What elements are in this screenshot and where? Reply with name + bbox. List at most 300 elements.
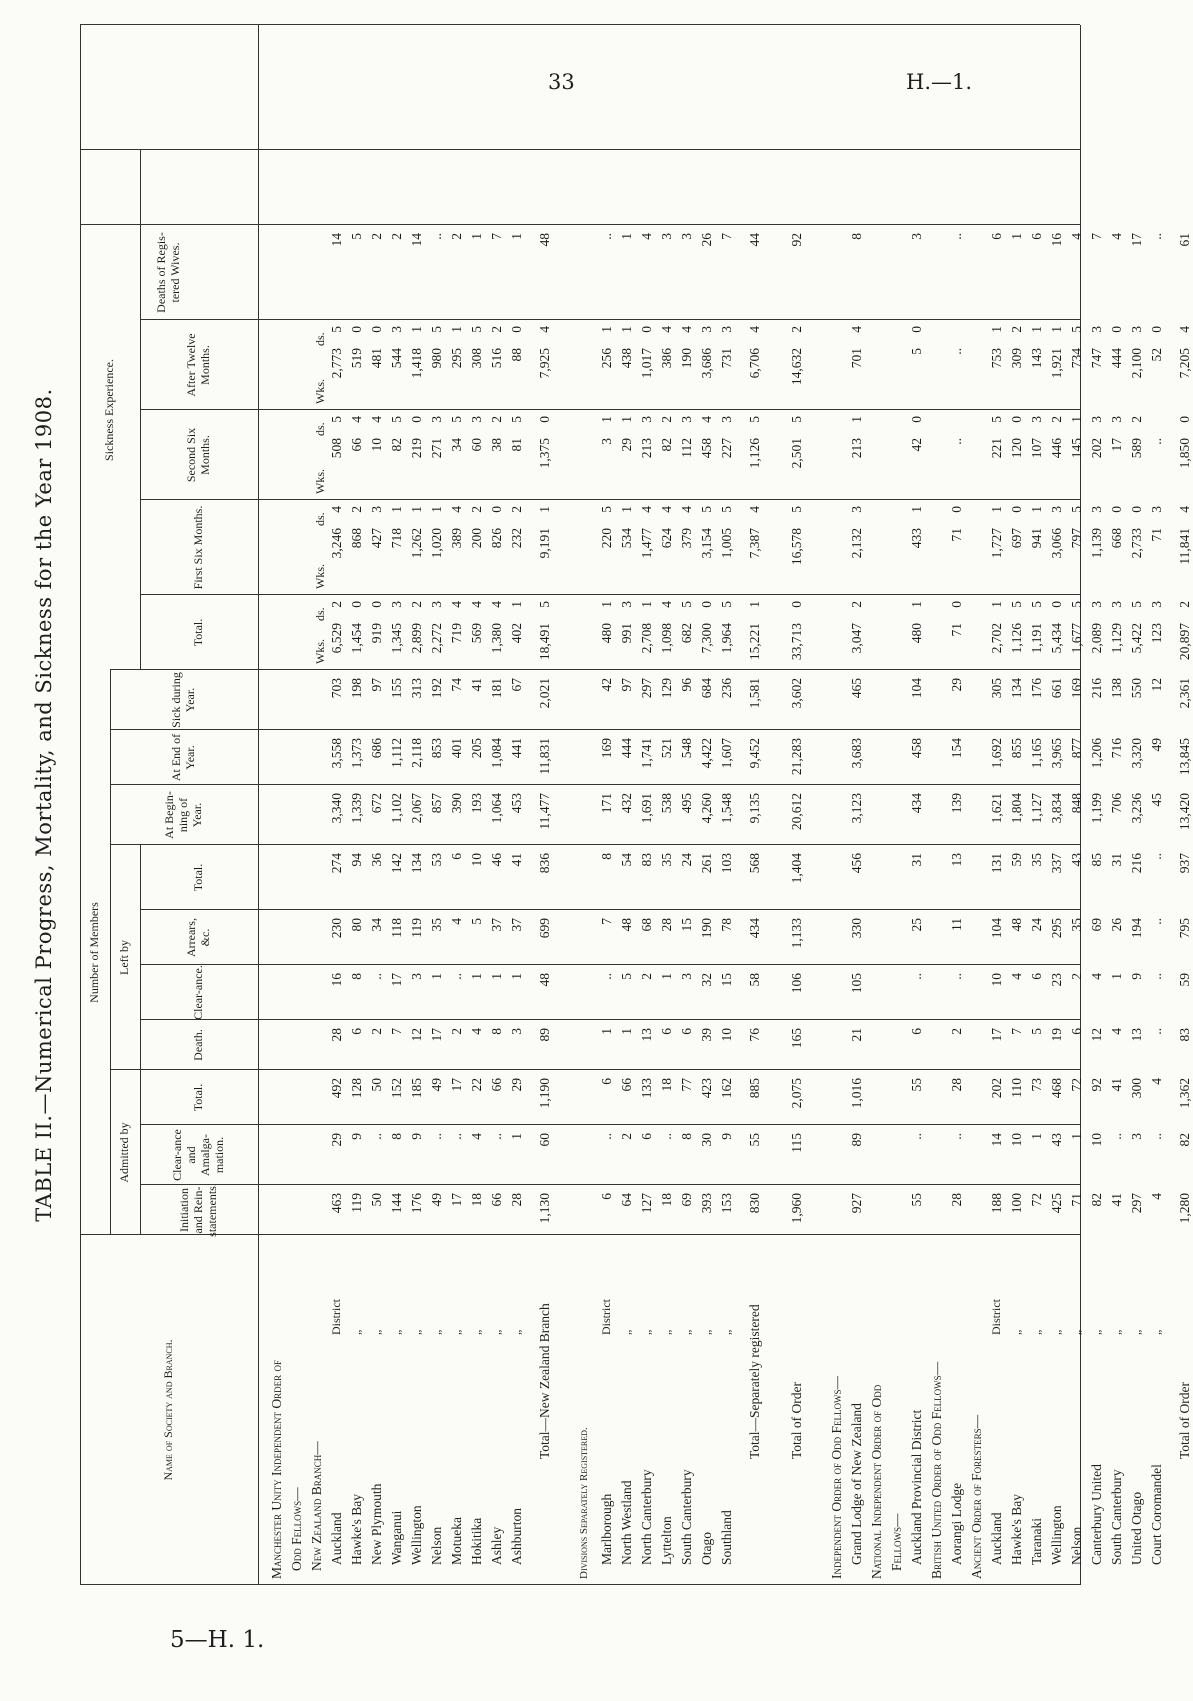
- table-cell: 4: [469, 1133, 484, 1140]
- table-cell: 17: [989, 1028, 1004, 1042]
- table-cell: 1: [469, 973, 484, 980]
- row-label: New Plymouth: [369, 1483, 384, 1565]
- unit-days-label: ds.: [313, 332, 327, 346]
- table-cell: 104: [909, 678, 924, 699]
- table-cell: 7: [1089, 233, 1104, 240]
- table-cell: 0: [369, 326, 384, 333]
- row-district-label: „: [389, 1329, 403, 1335]
- table-cell: 0: [369, 601, 384, 608]
- table-cell: 568: [747, 853, 762, 874]
- table-cell: 213: [639, 438, 654, 459]
- table-cell: ..: [1149, 1133, 1164, 1140]
- table-cell: 48: [1009, 918, 1024, 932]
- table-cell: 0: [489, 506, 504, 513]
- table-cell: 7: [389, 1028, 404, 1035]
- table-cell: 703: [329, 678, 344, 699]
- table-cell: 61: [1177, 233, 1192, 247]
- table-cell: 4: [469, 601, 484, 608]
- table-cell: 1,112: [389, 738, 404, 768]
- table-cell: 919: [369, 623, 384, 644]
- table-cell: 35: [1029, 853, 1044, 867]
- table-cell: 1: [1029, 326, 1044, 333]
- table-cell: 1,127: [1029, 793, 1044, 824]
- table-cell: 202: [1089, 438, 1104, 459]
- rule-horizontal: [140, 845, 141, 1235]
- table-cell: 118: [389, 918, 404, 938]
- table-cell: 3,683: [849, 738, 864, 769]
- table-cell: 7,205: [1177, 348, 1192, 379]
- table-cell: 9: [1129, 973, 1144, 980]
- table-cell: 28: [949, 1078, 964, 1092]
- table-cell: 379: [679, 528, 694, 549]
- table-cell: 389: [449, 528, 464, 549]
- table-cell: 11,841: [1177, 528, 1192, 565]
- table-cell: 13: [1129, 1028, 1144, 1042]
- row-district-label: „: [1029, 1329, 1043, 1335]
- table-cell: 4: [349, 416, 364, 423]
- table-cell: 31: [1109, 853, 1124, 867]
- table-cell: 35: [659, 853, 674, 867]
- table-cell: 980: [429, 348, 444, 369]
- table-cell: 45: [1149, 793, 1164, 807]
- row-district-label: „: [369, 1329, 383, 1335]
- table-cell: 1: [619, 416, 634, 423]
- column-header-0: Initiation and Rein-statements.: [177, 1183, 219, 1237]
- table-cell: 1: [429, 506, 444, 513]
- table-cell: 446: [1049, 438, 1064, 459]
- table-cell: 3: [1049, 506, 1064, 513]
- table-cell: 1: [509, 1133, 524, 1140]
- table-cell: 538: [659, 793, 674, 814]
- table-cell: 0: [1049, 601, 1064, 608]
- row-label: Otago: [699, 1532, 714, 1565]
- table-cell: 256: [599, 348, 614, 369]
- table-cell: 1,741: [639, 738, 654, 769]
- table-cell: 458: [909, 738, 924, 759]
- unit-weeks-label: Wks.: [313, 379, 327, 404]
- table-cell: 29: [329, 1133, 344, 1147]
- column-header-12: Second Six Months.: [184, 427, 212, 483]
- table-cell: 3,154: [699, 528, 714, 559]
- table-cell: 313: [409, 678, 424, 699]
- rule-vertical: [80, 24, 1080, 25]
- table-cell: 10: [719, 1028, 734, 1042]
- table-cell: 144: [389, 1193, 404, 1214]
- row-label: National Independent Order of Odd: [869, 1384, 884, 1579]
- table-cell: 14: [329, 233, 344, 247]
- table-cell: 0: [699, 601, 714, 608]
- table-cell: 4: [1177, 326, 1192, 333]
- table-cell: 69: [1089, 918, 1104, 932]
- table-cell: 295: [449, 348, 464, 369]
- table-cell: 3: [1149, 506, 1164, 513]
- table-cell: 3: [599, 438, 614, 445]
- table-cell: 1,375: [537, 438, 552, 469]
- table-cell: 2: [489, 326, 504, 333]
- table-cell: 3,834: [1049, 793, 1064, 824]
- table-cell: 18: [659, 1193, 674, 1207]
- table-cell: 49: [1149, 738, 1164, 752]
- table-cell: 5: [389, 416, 404, 423]
- table-cell: ..: [449, 1133, 464, 1140]
- table-cell: 11,477: [537, 793, 552, 830]
- table-cell: 5: [747, 416, 762, 423]
- table-cell: ..: [659, 1133, 674, 1140]
- table-cell: 3,236: [1129, 793, 1144, 824]
- table-cell: 1: [747, 601, 762, 608]
- table-cell: 5: [469, 918, 484, 925]
- table-cell: 7: [1009, 1028, 1024, 1035]
- row-label: North Westland: [619, 1480, 634, 1565]
- table-cell: 2: [619, 1133, 634, 1140]
- table-cell: 719: [449, 623, 464, 644]
- table-cell: 176: [409, 1193, 424, 1214]
- table-cell: 219: [409, 438, 424, 459]
- table-cell: 10: [1009, 1133, 1024, 1147]
- table-cell: 877: [1069, 738, 1084, 759]
- table-cell: 20,897: [1177, 623, 1192, 661]
- table-cell: 1: [909, 601, 924, 608]
- table-cell: 185: [409, 1078, 424, 1099]
- table-cell: 0: [1009, 416, 1024, 423]
- table-cell: 96: [679, 678, 694, 692]
- table-cell: 3: [369, 506, 384, 513]
- table-cell: 1,418: [409, 348, 424, 379]
- table-cell: 26: [699, 233, 714, 247]
- table-cell: 8: [679, 1133, 694, 1140]
- unit-days-label: ds.: [313, 512, 327, 526]
- row-district-label: „: [429, 1329, 443, 1335]
- column-header-9: Sick during Year.: [169, 672, 197, 728]
- rule-horizontal: [80, 25, 81, 1585]
- table-cell: 119: [409, 918, 424, 938]
- table-cell: 2: [1177, 601, 1192, 608]
- table-cell: 3,340: [329, 793, 344, 824]
- table-cell: 8: [599, 853, 614, 860]
- table-cell: 5: [909, 348, 924, 355]
- table-cell: 1: [599, 601, 614, 608]
- table-cell: 66: [619, 1078, 634, 1092]
- column-header-8: At End of Year.: [169, 733, 197, 782]
- table-cell: 6,706: [747, 348, 762, 379]
- table-cell: 105: [849, 973, 864, 994]
- header-admitted-by: Admitted by: [117, 1122, 132, 1183]
- table-cell: 198: [349, 678, 364, 699]
- table-cell: 16,578: [789, 528, 804, 566]
- table-cell: 4: [1009, 973, 1024, 980]
- table-cell: 731: [719, 348, 734, 369]
- table-cell: 8: [349, 973, 364, 980]
- table-cell: 5,422: [1129, 623, 1144, 654]
- table-cell: 190: [679, 348, 694, 369]
- table-cell: 668: [1109, 528, 1124, 549]
- row-district-label: „: [659, 1329, 673, 1335]
- row-label: Canterbury United: [1089, 1464, 1104, 1565]
- table-cell: 3,558: [329, 738, 344, 769]
- table-cell: 216: [1129, 853, 1144, 874]
- table-cell: 46: [489, 853, 504, 867]
- column-header-1: Clear-ance and Amalga-mation.: [170, 1129, 226, 1181]
- table-cell: 3,123: [849, 793, 864, 824]
- table-cell: 5: [449, 416, 464, 423]
- table-cell: 20,612: [789, 793, 804, 831]
- table-cell: 1,850: [1177, 438, 1192, 469]
- table-cell: 706: [1109, 793, 1124, 814]
- table-cell: 142: [389, 853, 404, 874]
- table-cell: 13,420: [1177, 793, 1192, 831]
- row-label: South Canterbury: [1109, 1469, 1124, 1565]
- row-district-label: „: [1109, 1329, 1123, 1335]
- table-cell: 4: [489, 601, 504, 608]
- table-cell: 18,491: [537, 623, 552, 661]
- table-cell: 0: [1129, 506, 1144, 513]
- table-cell: 1,921: [1049, 348, 1064, 379]
- table-cell: 92: [1089, 1078, 1104, 1092]
- unit-weeks-label: Wks.: [313, 564, 327, 589]
- table-cell: 453: [509, 793, 524, 814]
- table-cell: 444: [1109, 348, 1124, 369]
- table-cell: 1: [599, 326, 614, 333]
- row-label: Independent Order of Odd Fellows—: [829, 1376, 844, 1579]
- table-cell: 7: [489, 233, 504, 240]
- table-cell: 227: [719, 438, 734, 459]
- table-cell: 2,361: [1177, 678, 1192, 709]
- row-label: Wellington: [409, 1505, 424, 1565]
- row-label: Hawke's Bay: [349, 1493, 364, 1565]
- table-cell: 1: [909, 506, 924, 513]
- table-cell: 83: [1177, 1028, 1192, 1042]
- table-cell: 33,713: [789, 623, 804, 661]
- row-label: Grand Lodge of New Zealand: [849, 1403, 864, 1565]
- table-cell: 544: [389, 348, 404, 369]
- rule-vertical: [80, 1584, 1080, 1585]
- table-cell: 10: [989, 973, 1004, 987]
- table-cell: 17: [449, 1078, 464, 1092]
- table-cell: 64: [619, 1193, 634, 1207]
- table-cell: 1,404: [789, 853, 804, 884]
- table-cell: 508: [329, 438, 344, 459]
- row-district-label: „: [469, 1329, 483, 1335]
- table-cell: 24: [1029, 918, 1044, 932]
- table-cell: 2,899: [409, 623, 424, 654]
- table-cell: 82: [389, 438, 404, 452]
- table-cell: 836: [537, 853, 552, 874]
- table-cell: 5: [429, 326, 444, 333]
- table-cell: 1,692: [989, 738, 1004, 769]
- table-cell: 402: [509, 623, 524, 644]
- table-cell: 3: [1089, 416, 1104, 423]
- table-cell: 71: [1069, 1193, 1084, 1207]
- table-cell: 48: [537, 233, 552, 247]
- table-cell: 2,501: [789, 438, 804, 469]
- rule-vertical: [80, 224, 1080, 225]
- table-cell: 202: [989, 1078, 1004, 1099]
- table-cell: 103: [719, 853, 734, 874]
- table-title: TABLE II.—Numerical Progress, Mortality, and Sickness for the Year 1908.: [32, 388, 56, 1222]
- row-district-label: „: [719, 1329, 733, 1335]
- table-cell: 131: [989, 853, 1004, 874]
- table-cell: ..: [949, 973, 964, 980]
- table-cell: 35: [1069, 918, 1084, 932]
- table-cell: 699: [537, 918, 552, 939]
- row-district-label: „: [699, 1329, 713, 1335]
- table-cell: 5: [989, 416, 1004, 423]
- row-label: Lyttelton: [659, 1516, 674, 1565]
- table-cell: 35: [429, 918, 444, 932]
- table-cell: 17: [1109, 438, 1124, 452]
- table-cell: 3,686: [699, 348, 714, 379]
- table-cell: 885: [747, 1078, 762, 1099]
- table-cell: 5: [789, 416, 804, 423]
- table-cell: 4: [1109, 1028, 1124, 1035]
- table-cell: 16: [329, 973, 344, 987]
- table-cell: 6: [1029, 233, 1044, 240]
- table-cell: 4: [369, 416, 384, 423]
- table-cell: 129: [659, 678, 674, 699]
- row-label: Aorangi Lodge: [949, 1482, 964, 1565]
- table-cell: 5: [329, 326, 344, 333]
- table-cell: 3: [679, 973, 694, 980]
- table-cell: 661: [1049, 678, 1064, 699]
- table-cell: 2,067: [409, 793, 424, 824]
- table-cell: 59: [1177, 973, 1192, 987]
- table-cell: ..: [369, 1133, 384, 1140]
- table-cell: 66: [489, 1078, 504, 1092]
- table-cell: ..: [949, 438, 964, 445]
- table-cell: 7: [719, 233, 734, 240]
- table-cell: 2,708: [639, 623, 654, 654]
- table-cell: 1: [1029, 506, 1044, 513]
- row-district-label: „: [489, 1329, 503, 1335]
- table-cell: 1: [619, 326, 634, 333]
- table-cell: 3: [1129, 326, 1144, 333]
- table-cell: 5: [1069, 506, 1084, 513]
- table-cell: 1: [489, 973, 504, 980]
- table-cell: 4: [659, 326, 674, 333]
- row-label: South Canterbury: [679, 1469, 694, 1565]
- table-cell: 456: [849, 853, 864, 874]
- row-label: Motueka: [449, 1517, 464, 1565]
- table-cell: 200: [469, 528, 484, 549]
- table-cell: 0: [639, 326, 654, 333]
- table-cell: 128: [349, 1078, 364, 1099]
- table-cell: 127: [639, 1193, 654, 1214]
- table-cell: 2: [639, 973, 654, 980]
- table-cell: 4: [639, 506, 654, 513]
- table-cell: 17: [389, 973, 404, 987]
- column-header-10: Total.: [191, 618, 206, 647]
- unit-days-label: ds.: [313, 422, 327, 436]
- table-cell: 480: [599, 623, 614, 644]
- table-cell: 1: [619, 506, 634, 513]
- table-cell: 4: [699, 416, 714, 423]
- table-cell: 1,804: [1009, 793, 1024, 824]
- table-cell: 1: [1109, 973, 1124, 980]
- table-cell: 82: [659, 438, 674, 452]
- table-cell: 55: [909, 1078, 924, 1092]
- table-cell: 2: [389, 233, 404, 240]
- table-cell: ..: [949, 348, 964, 355]
- table-cell: 0: [949, 506, 964, 513]
- table-cell: 4: [1177, 506, 1192, 513]
- table-cell: 44: [747, 233, 762, 247]
- table-cell: 3: [429, 416, 444, 423]
- table-cell: 5: [699, 506, 714, 513]
- table-cell: 71: [1149, 528, 1164, 542]
- table-cell: 3,066: [1049, 528, 1064, 559]
- table-cell: 110: [1009, 1078, 1024, 1098]
- table-cell: 1,191: [1029, 623, 1044, 654]
- table-cell: 72: [1029, 1193, 1044, 1207]
- rule-vertical: [110, 729, 1080, 730]
- table-cell: 23: [1049, 973, 1064, 987]
- table-cell: 2,773: [329, 348, 344, 379]
- table-cell: 12: [1089, 1028, 1104, 1042]
- table-cell: 1: [1069, 1133, 1084, 1140]
- row-district-label: „: [1009, 1329, 1023, 1335]
- table-cell: 1: [989, 601, 1004, 608]
- table-cell: 13: [949, 853, 964, 867]
- unit-weeks-label: Wks.: [313, 639, 327, 664]
- table-cell: 701: [849, 348, 864, 369]
- table-cell: 519: [349, 348, 364, 369]
- table-cell: 28: [659, 918, 674, 932]
- table-cell: 1,084: [489, 738, 504, 769]
- table-cell: 12: [1149, 678, 1164, 692]
- table-cell: 0: [1009, 506, 1024, 513]
- table-cell: 145: [1069, 438, 1084, 459]
- table-cell: 58: [747, 973, 762, 987]
- table-cell: 133: [639, 1078, 654, 1099]
- table-cell: 29: [509, 1078, 524, 1092]
- table-cell: 1,165: [1029, 738, 1044, 769]
- table-cell: 1,691: [639, 793, 654, 824]
- table-cell: 1,130: [537, 1193, 552, 1224]
- table-cell: 5: [1129, 601, 1144, 608]
- table-cell: 74: [449, 678, 464, 692]
- table-cell: 2,021: [537, 678, 552, 709]
- table-cell: 1,345: [389, 623, 404, 654]
- table-cell: 1: [509, 233, 524, 240]
- row-label: Total of Order: [789, 1381, 804, 1459]
- table-cell: 54: [619, 853, 634, 867]
- table-cell: 50: [369, 1078, 384, 1092]
- table-cell: 181: [489, 678, 504, 699]
- table-cell: 37: [509, 918, 524, 932]
- table-cell: 13: [639, 1028, 654, 1042]
- table-cell: 2: [1129, 416, 1144, 423]
- table-cell: 115: [789, 1133, 804, 1153]
- column-header-2: Total.: [191, 1083, 206, 1112]
- table-cell: 216: [1089, 678, 1104, 699]
- table-cell: 1,727: [989, 528, 1004, 559]
- table-cell: 5: [1069, 601, 1084, 608]
- table-cell: 2,118: [409, 738, 424, 768]
- table-cell: 7,925: [537, 348, 552, 379]
- table-cell: 6: [599, 1078, 614, 1085]
- table-cell: ..: [1109, 1133, 1124, 1140]
- table-cell: 1,339: [349, 793, 364, 824]
- table-cell: 34: [369, 918, 384, 932]
- table-cell: 463: [329, 1193, 344, 1214]
- table-cell: 0: [409, 416, 424, 423]
- table-cell: 3: [679, 233, 694, 240]
- table-cell: 3: [639, 416, 654, 423]
- table-cell: ..: [1149, 233, 1164, 240]
- table-cell: 4: [449, 918, 464, 925]
- table-cell: 82: [1089, 1193, 1104, 1207]
- table-cell: 1: [599, 416, 614, 423]
